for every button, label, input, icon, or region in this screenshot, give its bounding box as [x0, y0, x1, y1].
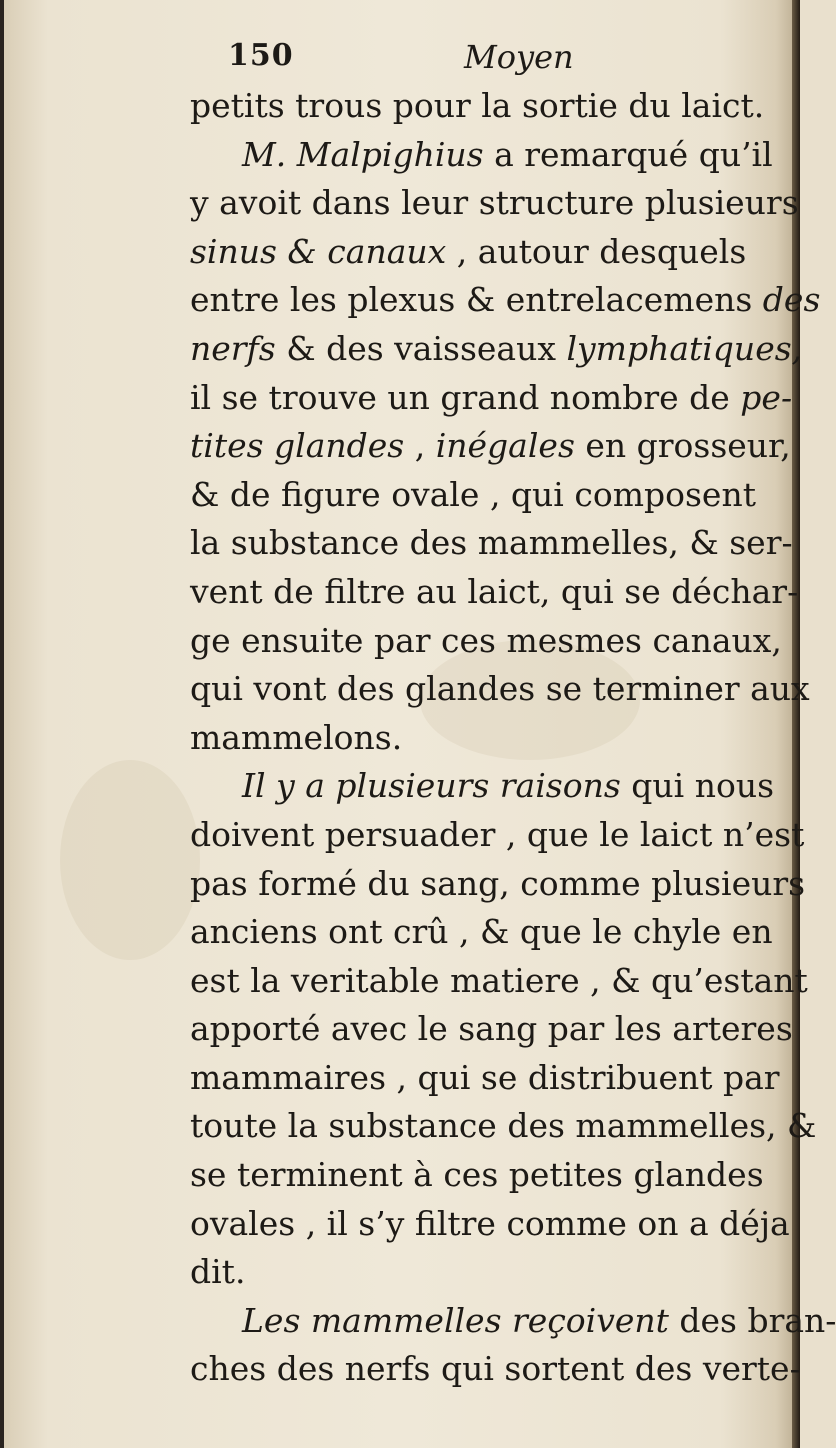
text-line	[190, 471, 770, 520]
text-line	[190, 1151, 770, 1200]
text-segment: y avoit dans leur structure plusieurs	[190, 183, 799, 223]
text-line	[190, 1248, 770, 1297]
paper-stain	[60, 760, 200, 960]
text-segment: il se trouve un grand nombre de	[190, 377, 741, 417]
page-number: 150	[228, 38, 294, 73]
text-segment: a remarqué qu’il	[483, 134, 773, 174]
text-line	[190, 1200, 790, 1249]
italic-segment: Les mammelles reçoivent	[242, 1300, 669, 1340]
text-line	[190, 957, 808, 1006]
italic-segment: pe-	[740, 377, 793, 417]
text-segment: , autour desquels	[446, 231, 747, 271]
text-line	[190, 762, 775, 811]
italic-segment: tites glandes	[190, 426, 405, 466]
text-segment: & de figure ovale , qui composent	[190, 474, 756, 514]
text-line	[190, 519, 793, 568]
italic-segment: Il y a plusieurs raisons	[242, 766, 621, 806]
text-segment: doivent persuader , que le laict n’est	[190, 814, 805, 854]
text-segment: dit.	[190, 1252, 246, 1292]
text-line	[190, 1005, 793, 1054]
text-segment: mammaires , qui se distribuent par	[190, 1057, 780, 1097]
italic-segment: M. Malpighius	[242, 134, 484, 174]
text-segment: en grosseur,	[574, 426, 791, 466]
italic-segment: sinus & canaux	[190, 231, 447, 271]
body-text	[190, 82, 836, 1394]
text-line	[190, 1297, 836, 1346]
page-header	[228, 38, 788, 88]
text-segment: qui nous	[620, 766, 775, 806]
text-line	[190, 276, 821, 325]
text-segment: toute la substance des mammelles, &	[190, 1106, 817, 1146]
text-segment: entre les plexus & entrelacemens	[190, 280, 763, 320]
text-segment: petits trous pour la sortie du laict.	[190, 86, 765, 125]
text-line	[190, 325, 803, 374]
text-segment: la substance des mammelles, & ser-	[190, 523, 793, 563]
text-segment: se terminent à ces petites glandes	[190, 1155, 764, 1195]
italic-segment: inégales	[435, 426, 575, 466]
text-line	[190, 422, 791, 471]
text-line	[190, 568, 799, 617]
text-line	[190, 617, 782, 666]
text-segment: ovales , il s’y filtre comme on a déja	[190, 1203, 790, 1243]
text-segment: est la veritable matiere , & qu’estant	[190, 960, 808, 1000]
text-line	[190, 714, 770, 763]
text-line	[190, 374, 793, 423]
running-head: Moyen	[464, 38, 574, 76]
text-segment: anciens ont crû , & que le chyle en	[190, 912, 773, 952]
text-segment: des bran-	[668, 1300, 836, 1340]
italic-segment: nerfs	[190, 328, 276, 368]
text-segment: ,	[404, 426, 436, 466]
text-line	[190, 811, 805, 860]
text-line	[190, 228, 770, 277]
text-segment: ge ensuite par ces mesmes canaux,	[190, 620, 782, 660]
text-line	[190, 1102, 817, 1151]
page-left-edge	[0, 0, 4, 1448]
text-segment: apporté avec le sang par les arteres	[190, 1009, 793, 1049]
text-line	[190, 82, 770, 131]
text-segment: vent de filtre au laict, qui se déchar-	[190, 571, 799, 611]
text-segment: pas formé du sang, comme plusieurs	[190, 863, 806, 903]
text-line	[190, 908, 773, 957]
text-line	[190, 1345, 801, 1394]
italic-segment: lymphatiques,	[566, 328, 803, 368]
text-line	[190, 665, 810, 714]
text-segment: qui vont des glandes se terminer aux	[190, 669, 810, 709]
text-segment: & des vaisseaux	[275, 328, 567, 368]
text-line	[190, 860, 806, 909]
text-line	[190, 179, 799, 228]
text-segment: mammelons.	[190, 717, 403, 757]
text-line	[190, 131, 773, 180]
text-line	[190, 1054, 780, 1103]
text-segment: ches des nerfs qui sortent des verte-	[190, 1349, 801, 1389]
italic-segment: des	[762, 280, 821, 320]
